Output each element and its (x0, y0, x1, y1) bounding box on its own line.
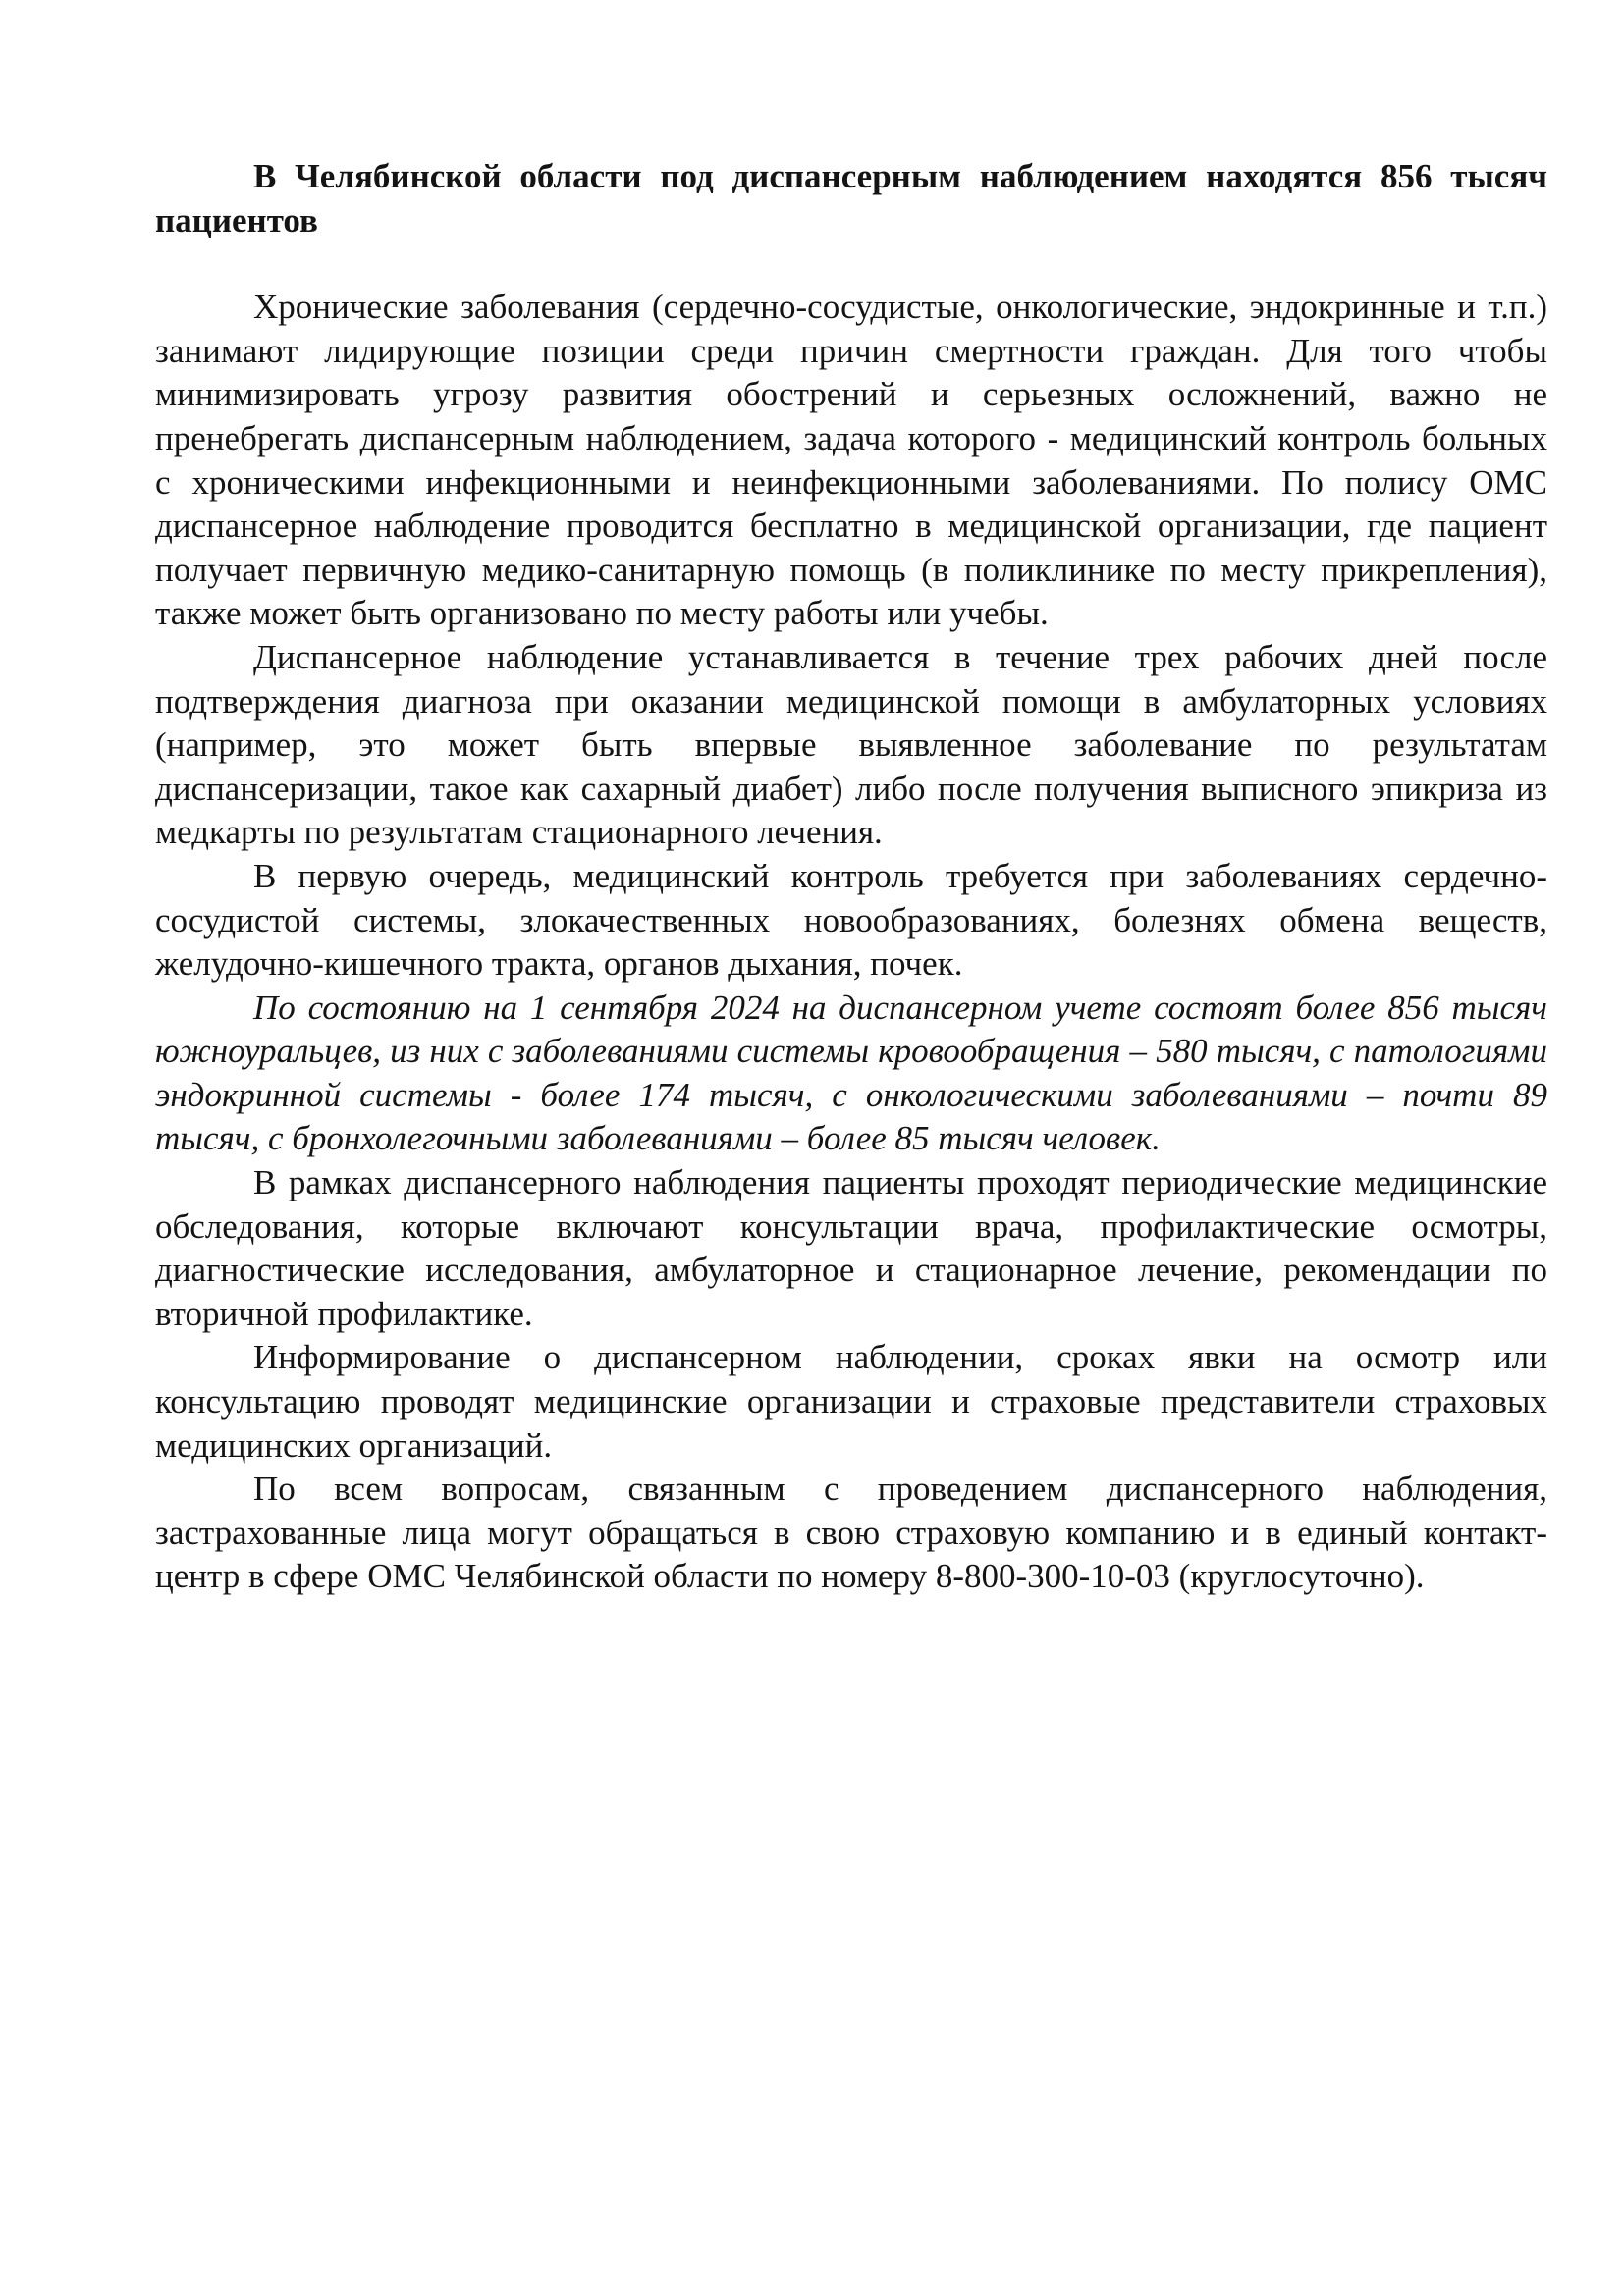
paragraph-examinations: В рамках диспансерного наблюдения пациенты проходят периодические медицинские обследования, которые включают консультации врача, профилактические осмотры, диагностические исследования, амбулаторное и стационарное лечение, рекомендации по вторичной профилактике. (155, 1163, 1547, 1333)
document-title: В Челябинской области под диспансерным наблюдением находятся 856 тысяч пациентов (155, 157, 1547, 240)
paragraph-chronic-diseases: Хронические заболевания (сердечно-сосудистые, онкологические, эндокринные и т.п.) занимают лидирующие позиции среди причин смертности граждан. Для того чтобы минимизировать угрозу развития обострений и серьезных осложнений, важно не пренебрегать диспансерным наблюдением, задача которого - медицинский контроль больных с хроническими инфекционными и неинфекционными заболеваниями. По полису ОМС диспансерное наблюдение проводится бесплатно в медицинской организации, где пациент получает первичную медико-санитарную помощь (в поликлинике по месту прикрепления), также может быть организовано по месту работы или учебы. (155, 288, 1547, 633)
document-page (155, 155, 1547, 1599)
paragraph-priority-conditions: В первую очередь, медицинский контроль требуется при заболеваниях сердечно-сосудистой системы, злокачественных новообразованиях, болезнях обмена веществ, желудочно-кишечного тракта, органов дыхания, почек. (155, 856, 1547, 984)
paragraph-contact-center: По всем вопросам, связанным с проведением диспансерного наблюдения, застрахованные лица могут обращаться в свою страховую компанию и в единый контакт-центр в сфере ОМС Челябинской области по номеру 8-800-300-10-03 (круглосуточно). (155, 1469, 1547, 1596)
paragraph-informing: Информирование о диспансерном наблюдении, сроках явки на осмотр или консультацию проводят медицинские организации и страховые представители страховых медицинских организаций. (155, 1338, 1547, 1465)
paragraph-statistics: По состоянию на 1 сентября 2024 на диспансерном учете состоят более 856 тысяч южноуральцев, из них с заболеваниями системы кровообращения – 580 тысяч, с патологиями эндокринной системы - более 174 тысяч, с онкологическими заболеваниями – почти 89 тысяч, с бронхолегочными заболеваниями – более 85 тысяч человек. (155, 988, 1547, 1158)
paragraph-establishment: Диспансерное наблюдение устанавливается в течение трех рабочих дней после подтверждения диагноза при оказании медицинской помощи в амбулаторных условиях (например, это может быть впервые выявленное заболевание по результатам диспансеризации, такое как сахарный диабет) либо после получения выписного эпикриза из медкарты по результатам стационарного лечения. (155, 637, 1547, 852)
